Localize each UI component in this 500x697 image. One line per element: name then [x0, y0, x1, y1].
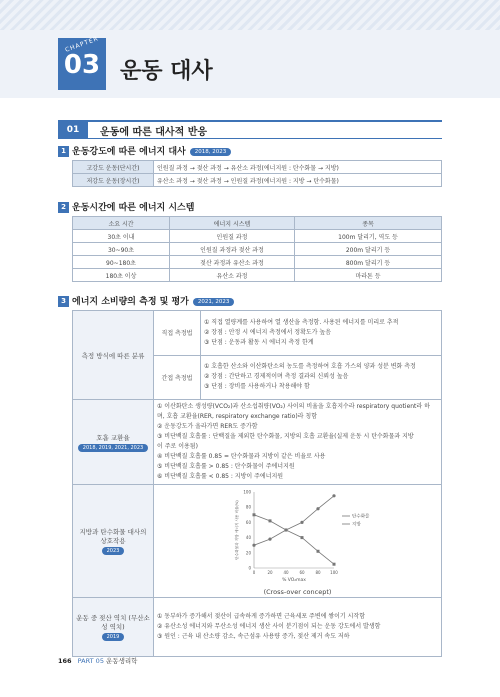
table-header-row	[73, 217, 442, 230]
chapter-label: CHAPTER	[64, 35, 100, 54]
data-point	[268, 538, 271, 541]
footer-title: 운동생리학	[106, 657, 138, 665]
x-axis-label: % VO₂max	[281, 578, 306, 583]
subsection-2-heading	[58, 200, 194, 213]
subsection-2-title: 운동시간에 따른 에너지 시스템	[72, 203, 195, 213]
text-line: ② 장점 : 간단하고 경제적이며 측정 결과의 신뢰성 높음	[204, 373, 349, 381]
cell: 30~90초	[73, 243, 170, 256]
text-line: ③ 원인 : 근육 내 산소량 감소, 속근섬유 사용량 증가, 젖산 제거 속도 저하	[157, 633, 350, 640]
text-line: ① 호흡한 산소와 이산화탄소의 농도를 측정하여 호흡 가스의 양과 성분 변화 측정	[204, 363, 416, 371]
column-header: 에너지 시스템	[170, 217, 295, 230]
text-line: ① 직접 열량계를 사용하여 열 생산을 측정함. 사용된 에너지를 미리로 추적	[204, 318, 399, 326]
section-number: 01	[58, 122, 88, 138]
indirect-label: 간접 측정법	[154, 355, 201, 400]
cell: 마라톤 등	[295, 269, 442, 282]
subsection-3-heading	[58, 294, 234, 307]
text-line: ② 운동강도가 올라가면 RER도 증가함	[157, 423, 258, 430]
y-tick-label: 100	[242, 489, 251, 495]
subsection-3-title: 에너지 소비량의 측정 및 평가	[72, 297, 189, 307]
subsection-1-heading	[58, 144, 231, 157]
chart-caption: (Cross-over concept)	[263, 588, 332, 596]
x-tick-label: 100	[329, 570, 338, 575]
text-line: ③ 단점 : 장비를 사용하거나 착용해야 함	[204, 383, 310, 391]
cell: 인원질 과정과 젖산 과정	[170, 243, 295, 256]
indirect-lines	[201, 355, 442, 400]
table-row	[73, 598, 442, 657]
x-tick-label: 0	[252, 570, 255, 575]
text-line: ⑤ 비단백질 호흡률 > 0.85 : 탄수화물이 주에너지원	[157, 463, 295, 470]
text-line: ④ 비단백질 호흡률 0.85 = 탄수화물과 지방이 같은 비율로 사용	[157, 453, 326, 460]
text-line: ② 유산소성 에너지와 무산소성 에너지 생산 사이 분기점이 되는 운동 강도에서 발생함	[157, 623, 381, 630]
subsection-1-tag: 2018, 2023	[190, 148, 232, 156]
footer-part: PART 05	[77, 657, 104, 665]
text-line: ② 장점 : 안정 시 에너지 측정에서 정확도가 높음	[204, 328, 331, 336]
table-row	[73, 400, 442, 485]
direct-label: 직접 측정법	[154, 311, 201, 356]
crossover-chart	[208, 486, 388, 586]
cell: 인원질 과정	[170, 230, 295, 243]
year-tag: 2018, 2019, 2021, 2023	[78, 444, 148, 452]
chart-cell	[154, 485, 442, 598]
row-label: 측정 방식에 따른 분류	[73, 311, 154, 400]
data-point	[316, 507, 319, 510]
data-point	[284, 529, 287, 532]
row-label-cell	[73, 598, 154, 657]
table-row	[73, 174, 442, 187]
data-point	[332, 494, 335, 497]
y-tick-label: 60	[245, 519, 251, 525]
row-label: 호흡 교환율	[96, 433, 130, 442]
subsection-1-number: 1	[58, 146, 69, 157]
rer-lines	[154, 400, 442, 485]
table-row	[73, 243, 442, 256]
cell: 800m 달리기 등	[295, 256, 442, 269]
text-line: 며, 호흡 교환율(RER, respiratory exchange ratio)라 칭함	[157, 413, 317, 420]
subsection-3-tag: 2021, 2023	[193, 298, 235, 306]
page-number: 166	[58, 657, 72, 665]
intensity-table	[72, 160, 442, 187]
legend-label: 탄수화물	[351, 514, 369, 520]
row-label: 저강도 운동(장시간)	[73, 174, 154, 187]
section-bar	[58, 120, 442, 139]
x-tick-label: 80	[314, 570, 321, 575]
page-footer	[58, 656, 137, 665]
cell: 젖산 과정과 유산소 과정	[170, 256, 295, 269]
year-tag: 2019	[102, 633, 125, 641]
year-tag: 2023	[102, 547, 125, 555]
data-point	[300, 536, 303, 539]
cell: 180초 이상	[73, 269, 170, 282]
cell: 200m 달리기 등	[295, 243, 442, 256]
row-text: 유산소 과정 → 젖산 과정 → 인원질 과정(에너지원 : 지방 → 탄수화물)	[154, 174, 442, 187]
data-point	[252, 544, 255, 547]
x-tick-label: 60	[298, 570, 305, 575]
text-line: ⑥ 비단백질 호흡률 < 0.85 : 지방이 주에너지원	[157, 473, 284, 480]
column-header: 소요 시간	[73, 217, 170, 230]
threshold-lines	[154, 598, 442, 657]
cell: 90~180초	[73, 256, 170, 269]
data-point	[332, 563, 335, 566]
table-row	[73, 256, 442, 269]
row-label: 고강도 운동(단시간)	[73, 161, 154, 174]
legend-label: 지방	[351, 522, 361, 528]
cell: 100m 달리기, 역도 등	[295, 230, 442, 243]
series-line-carb	[254, 496, 334, 545]
text-line: ① 이산화탄소 생성량(VCO₂)과 산소섭취량(VO₂) 사이의 비율을 호흡지수라 respiratory quotient라 하	[157, 403, 430, 410]
x-tick-label: 40	[282, 570, 289, 575]
data-point	[268, 519, 271, 522]
table-row	[73, 161, 442, 174]
section-title: 운동에 따른 대사적 반응	[100, 127, 208, 138]
chapter-badge	[58, 35, 106, 90]
table-row	[73, 485, 442, 598]
chapter-number: 03	[63, 50, 101, 80]
y-tick-label: 80	[245, 504, 251, 510]
cell: 유산소 과정	[170, 269, 295, 282]
text-line: ③ 단점 : 운동과 활동 시 에너지 측정 한계	[204, 338, 314, 346]
y-tick-label: 0	[247, 565, 251, 571]
time-table	[72, 216, 442, 282]
y-tick-label: 40	[245, 535, 251, 541]
table-row	[73, 311, 442, 356]
text-line: ① 동부하가 증가해서 젖산이 급속하게 증가하면 근육세포 주변에 쌓이기 시작함	[157, 613, 366, 620]
row-label-cell	[73, 400, 154, 485]
subsection-3-number: 3	[58, 296, 69, 307]
table-row	[73, 230, 442, 243]
x-tick-label: 20	[266, 570, 273, 575]
row-text: 인원질 과정 → 젖산 과정 → 유산소 과정(에너지원 : 탄수화물 → 지방)	[154, 161, 442, 174]
subsection-2-number: 2	[58, 202, 69, 213]
table-row	[73, 269, 442, 282]
y-axis-label: 탄수화물과 지방 에너지 사용 비율(%)	[234, 500, 239, 560]
row-label: 운동 중 젖산 역치 (무산소성 역치)	[76, 614, 150, 631]
row-label: 지방과 탄수화물 대사의 상호작용	[79, 528, 147, 545]
data-point	[300, 521, 303, 524]
text-line: ③ 비단백질 호흡률 : 단백질을 제외한 탄수화물, 지방의 호흡 교환율(실제 운동 시 탄수화물과 지방	[157, 433, 414, 440]
series-line-fat	[254, 515, 334, 564]
direct-lines	[201, 311, 442, 356]
header-stripe	[0, 0, 500, 30]
row-label-cell	[73, 485, 154, 598]
data-point	[316, 550, 319, 553]
y-tick-label: 20	[245, 550, 251, 556]
cell: 30초 이내	[73, 230, 170, 243]
column-header: 종목	[295, 217, 442, 230]
chapter-title: 운동 대사	[120, 59, 213, 84]
data-point	[252, 513, 255, 516]
energy-measure-table	[72, 310, 442, 657]
subsection-1-title: 운동강도에 따른 에너지 대사	[72, 147, 186, 157]
text-line: 이 주로 이용됨)	[157, 443, 198, 450]
